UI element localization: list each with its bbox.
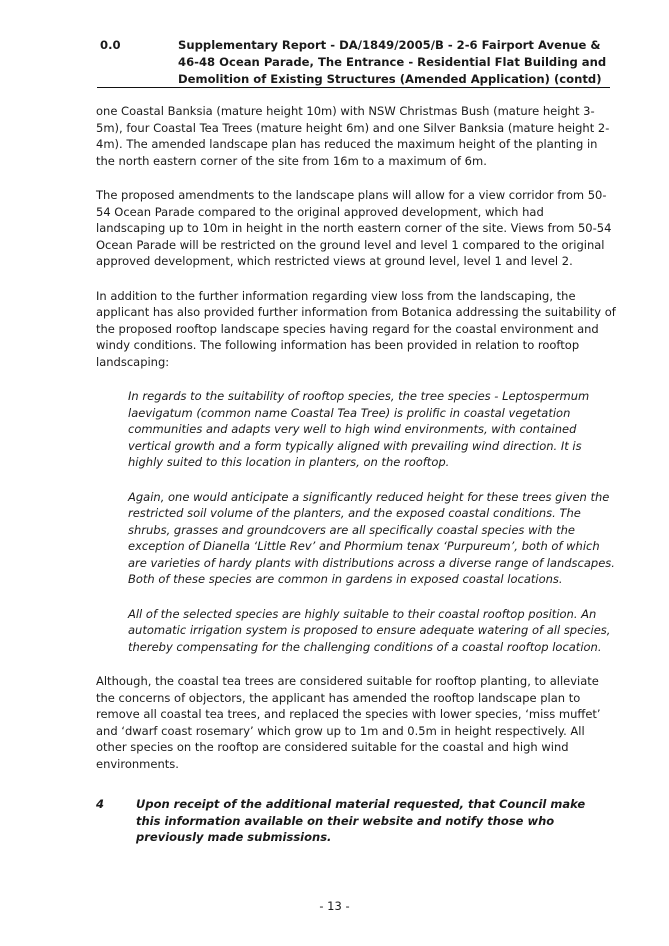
quote-paragraph-irrigation: All of the selected species are highly suitable to their coastal rooftop position. An automatic irrigation system is proposed to ensure adequate watering of all species, thereby compensating for the challenging conditions of a coastal rooftop location. [128, 606, 611, 654]
header-divider [97, 87, 610, 88]
quote-paragraph-reduced-height: Again, one would anticipate a significantly reduced height for these trees given the restricted soil volume of the planters, and the exposed coastal conditions. The shrubs, grasses and groundcovers are all specifically coastal species with the exception of Dianella ‘Little Rev’ and Phormium tenax ‘Purpureum’, both of which are varieties of hardy plants with distributions across a diverse range of landscapes. Both of these species are common in gardens in exposed coastal locations. [128, 489, 615, 586]
paragraph-view-corridor: The proposed amendments to the landscape plans will allow for a view corridor from 50-54 Ocean Parade compared to the original approved development, which had landscaping up to 10m in height in the north eastern corner of the site. Views from 50-54 Ocean Parade will be restricted on the ground level and level 1 compared to the original approved development, which restricted views at ground level, level 1 and level 2. [96, 188, 612, 268]
report-body [96, 103, 616, 846]
recommendation-text: Upon receipt of the additional material requested, that Council make this information available on their website and notify those who previously made submissions. [136, 797, 586, 844]
botanica-quote [128, 388, 616, 655]
page-number: - 13 - [319, 899, 350, 913]
report-title: Supplementary Report - DA/1849/2005/B - 2-6 Fairport Avenue & 46-48 Ocean Parade, The Entrance - Residential Flat Building and Demolition of Existing Structures (Amended Application) (contd) [178, 38, 607, 86]
recommendation-number: 4 [96, 797, 105, 811]
recommendation-item [96, 796, 616, 846]
paragraph-botanica-info: In addition to the further information regarding view loss from the landscaping, the applicant has also provided further information from Botanica addressing the suitability of the proposed rooftop landscape species having regard for the coastal environment and windy conditions. The following information has been provided in relation to rooftop landscaping: [96, 288, 616, 369]
paragraph-amended-plan: Although, the coastal tea trees are considered suitable for rooftop planting, to alleviate the concerns of objectors, the applicant has amended the rooftop landscape plan to remove all coastal tea trees, and replaced the species with lower species, ‘miss muffet’ and ‘dwarf coast rosemary’ which grow up to 1m and 0.5m in height respectively. All other species on the rooftop are considered suitable for the coastal and high wind environments. [96, 674, 601, 771]
quote-paragraph-tree-species: In regards to the suitability of rooftop species, the tree species - Leptospermum laevigatum (common name Coastal Tea Tree) is prolific in coastal vegetation communities and adapts very well to high wind environments, with contained vertical growth and a form typically aligned with prevailing wind direction. It is highly suited to this location in planters, on the rooftop. [128, 389, 590, 469]
paragraph-landscape-species: one Coastal Banksia (mature height 10m) with NSW Christmas Bush (mature height 3-5m), four Coastal Tea Trees (mature height 6m) and one Silver Banksia (mature height 2-4m). The amended landscape plan has reduced the maximum height of the planting in the north eastern corner of the site from 16m to a maximum of 6m. [96, 104, 610, 168]
section-number: 0.0 [100, 38, 121, 52]
